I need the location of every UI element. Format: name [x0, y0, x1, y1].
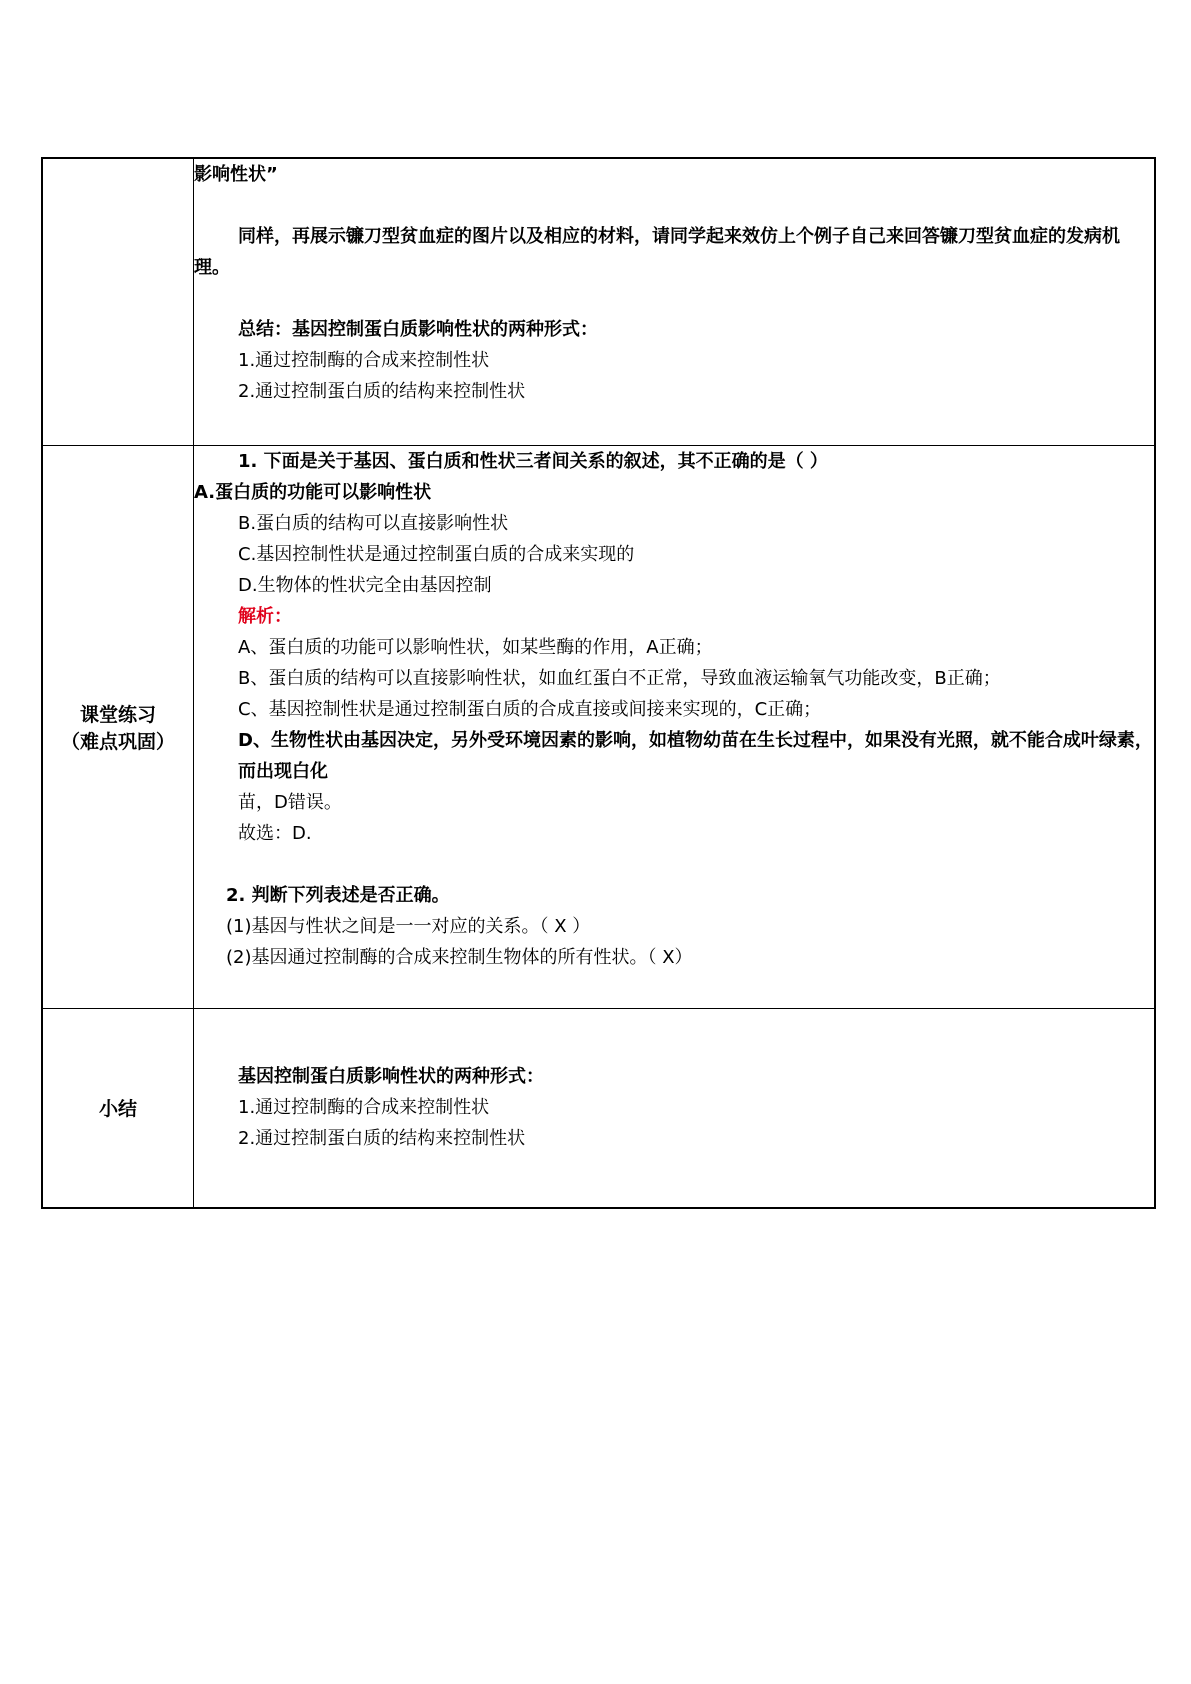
- paragraph: 同样，再展示镰刀型贫血症的图片以及相应的材料，请同学起来效仿上个例子自己来回答镰刀型贫血症的发病机理。: [194, 226, 1120, 278]
- row-content: [194, 445, 1156, 1008]
- lesson-table: [41, 157, 1156, 1209]
- question-2: 2. 判断下列表述是否正确。: [226, 884, 450, 906]
- row-label-line: （难点巩固）: [60, 730, 175, 753]
- summary-item: 2.通过控制蛋白质的结构来控制性状: [238, 381, 526, 402]
- row-content: [194, 158, 1156, 445]
- question-2-item: (1)基因与性状之间是一一对应的关系。（ X ）: [226, 915, 591, 937]
- text-line: 影响性状”: [194, 164, 278, 185]
- option-d: D.生物体的性状完全由基因控制: [238, 574, 492, 596]
- option-c: C.基因控制性状是通过控制蛋白质的合成来实现的: [238, 543, 635, 565]
- table-row: [42, 1008, 1155, 1208]
- analysis-line: 苗，D错误。: [238, 791, 342, 813]
- row-label-line: 课堂练习: [79, 703, 156, 726]
- summary-title: 总结：基因控制蛋白质影响性状的两种形式：: [238, 319, 598, 340]
- table-row: [42, 158, 1155, 445]
- row-label-empty: [42, 158, 194, 445]
- row-label: [42, 445, 194, 1008]
- option-a: A.蛋白质的功能可以影响性状: [194, 481, 432, 503]
- summary-item: 2.通过控制蛋白质的结构来控制性状: [238, 1127, 526, 1149]
- row-content: [194, 1008, 1156, 1208]
- summary-title: 基因控制蛋白质影响性状的两种形式：: [238, 1065, 544, 1087]
- analysis-label: 解析：: [238, 605, 292, 627]
- summary-item: 1.通过控制酶的合成来控制性状: [238, 350, 490, 371]
- analysis-line: A、蛋白质的功能可以影响性状，如某些酶的作用，A正确；: [238, 636, 713, 658]
- question-2-item: (2)基因通过控制酶的合成来控制生物体的所有性状。（ X）: [226, 946, 693, 968]
- analysis-line: B、蛋白质的结构可以直接影响性状，如血红蛋白不正常，导致血液运输氧气功能改变，B正确；: [238, 667, 1001, 689]
- table-row: [42, 445, 1155, 1008]
- analysis-line: D、生物性状由基因决定，另外受环境因素的影响，如植物幼苗在生长过程中，如果没有光照，就不能合成叶绿素，而出现白化: [238, 729, 1153, 782]
- question-1: 1. 下面是关于基因、蛋白质和性状三者间关系的叙述，其不正确的是（ ）: [238, 450, 828, 472]
- row-label: 小结: [42, 1008, 194, 1208]
- analysis-line: C、基因控制性状是通过控制蛋白质的合成直接或间接来实现的，C正确；: [238, 698, 822, 720]
- option-b: B.蛋白质的结构可以直接影响性状: [238, 512, 509, 534]
- summary-item: 1.通过控制酶的合成来控制性状: [238, 1096, 490, 1118]
- analysis-line: 故选：D.: [238, 822, 312, 844]
